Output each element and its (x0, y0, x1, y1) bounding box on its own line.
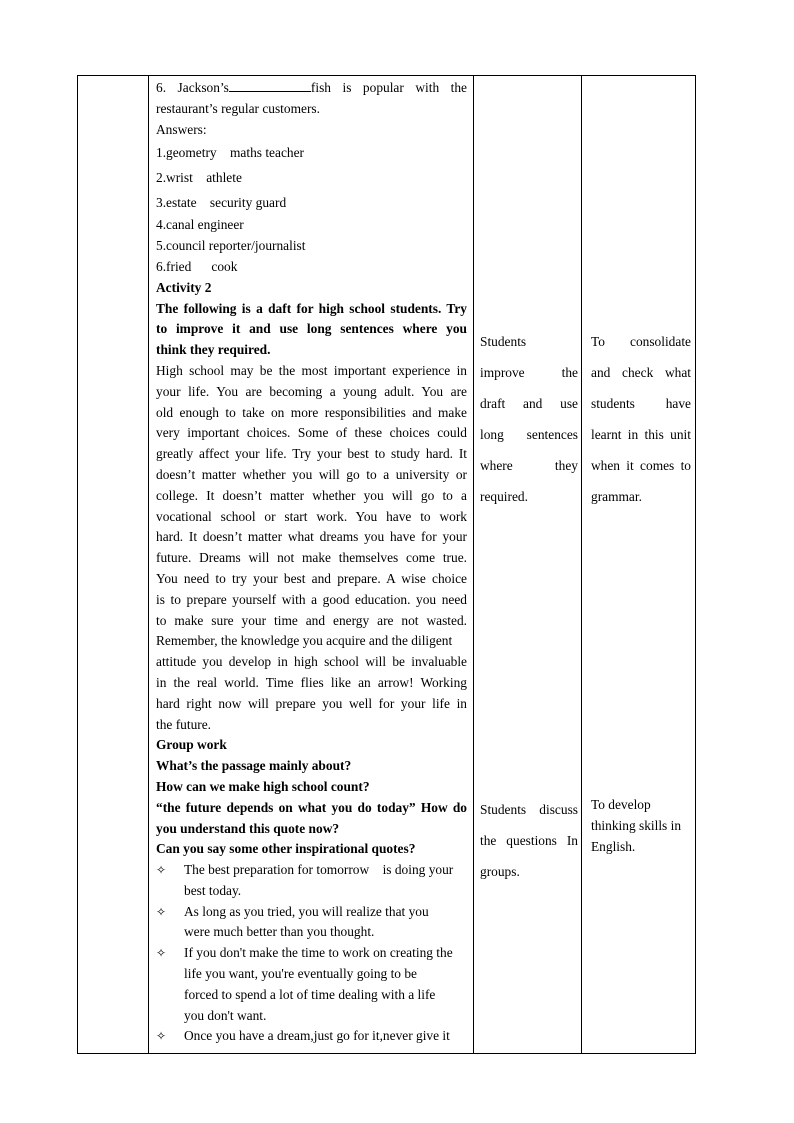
diamond-bullet-icon: ✧ (156, 1029, 167, 1044)
passage-line: to make sure your time and energy are not wasted. (156, 612, 467, 628)
text-line: draft and use (480, 396, 578, 411)
quote-line: As long as you tried, you will realize that you (184, 903, 429, 919)
activity-2-purpose (591, 326, 691, 512)
text-line: students have (591, 396, 691, 411)
group-work-student-task (480, 794, 578, 887)
content-column (149, 76, 474, 1053)
diamond-bullet-icon: ✧ (156, 904, 167, 919)
quote-item (156, 1026, 467, 1047)
diamond-bullet-icon: ✧ (156, 863, 167, 878)
passage-line: attitude you develop in high school will be invaluable (156, 654, 467, 670)
quote-line: you don't want. (184, 1007, 267, 1023)
group-work-heading: Group work (156, 737, 227, 753)
answers-label: Answers: (156, 121, 207, 137)
lesson-plan-table (77, 75, 696, 1054)
text-line: To consolidate (591, 334, 691, 349)
text-line: To develop (591, 797, 651, 812)
text-line: long sentences (480, 427, 578, 442)
passage-line: Remember, the knowledge you acquire and the diligent (156, 633, 453, 649)
passage-line: vocational school or start work. You have to work (156, 508, 467, 524)
answer-item: 5.council reporter/journalist (156, 238, 306, 254)
text-line: where they (480, 458, 578, 473)
quote-line: Once you have a dream,just go for it,never give it (184, 1028, 450, 1044)
quote-item (156, 943, 467, 1026)
passage-line: greatly affect your life. Try your best to study hard. It (156, 446, 467, 462)
answer-item: 3.estate security guard (156, 195, 287, 211)
answer-blank (229, 80, 311, 92)
discussion-question: “the future depends on what you do today” How do (156, 799, 467, 815)
answer-item: 1.geometry maths teacher (156, 145, 304, 161)
quote-item (156, 902, 467, 944)
passage-line: very important choices. Some of these choices could (156, 425, 467, 441)
text-line: learnt in this unit (591, 427, 691, 442)
text-line: Students (480, 334, 527, 349)
purpose-column (582, 76, 696, 1053)
text-line: the questions In (480, 833, 578, 848)
passage-line: is to prepare yourself with a good education. you need (156, 591, 467, 607)
quote-line: were much better than you thought. (184, 924, 375, 940)
discussion-question: you understand this quote now? (156, 820, 340, 836)
activity-2-heading: Activity 2 (156, 279, 212, 295)
instruction-line: think they required. (156, 342, 271, 358)
text-line: English. (591, 839, 636, 854)
step-column (78, 76, 148, 1053)
quote-line: If you don't make the time to work on creating the (184, 945, 453, 961)
discussion-question: How can we make high school count? (156, 778, 370, 794)
instruction-line: The following is a daft for high school students. Try (156, 300, 467, 316)
answer-item: 4.canal engineer (156, 217, 244, 233)
passage-line: the future. (156, 716, 212, 732)
answer-item: 2.wrist athlete (156, 170, 242, 186)
passage-line: You need to try your best and prepare. A wise choice (156, 570, 467, 586)
diamond-bullet-icon: ✧ (156, 946, 167, 961)
quote-line: The best preparation for tomorrow is doing your (184, 862, 454, 878)
activity-2-student-task (480, 326, 578, 512)
question-6-line2: restaurant’s regular customers. (156, 100, 320, 116)
quote-line: best today. (184, 882, 242, 898)
question-6: 6. Jackson’s fish is popular with the (156, 80, 468, 95)
quote-line: forced to spend a lot of time dealing with a life (184, 986, 436, 1002)
quote-item (156, 860, 467, 902)
text-line: required. (480, 489, 528, 504)
text-line: grammar. (591, 489, 642, 504)
passage-line: High school may be the most important experience in (156, 362, 467, 378)
group-work-purpose (591, 794, 691, 857)
passage-line: college. It doesn’t matter whether you will go to a (156, 487, 467, 503)
passage-line: future. Dreams will not make themselves come true. (156, 550, 467, 566)
passage-line: hard right now will prepare you well for your life in (156, 695, 467, 711)
text-line: when it comes to (591, 458, 691, 473)
text-line: and check what (591, 365, 691, 380)
passage-line: hard. It doesn’t matter what dreams you have for your (156, 529, 467, 545)
passage-line: doesn’t matter whether you will go to a university or (156, 466, 467, 482)
quote-line: life you want, you're eventually going to be (184, 966, 417, 982)
passage-line: your life. You are becoming a young adult. You are (156, 383, 467, 399)
answer-item: 6.fried cook (156, 258, 238, 274)
student-activity-column (474, 76, 582, 1053)
text-line: Students discuss (480, 802, 578, 817)
instruction-line: to improve it and use long sentences where you (156, 321, 467, 337)
passage-line: in the real world. Time flies like an arrow! Working (156, 674, 467, 690)
text-line: groups. (480, 864, 520, 879)
discussion-question: What’s the passage mainly about? (156, 758, 352, 774)
discussion-question: Can you say some other inspirational quotes? (156, 841, 416, 857)
text-line: thinking skills in (591, 818, 682, 833)
text-line: improve the (480, 365, 578, 380)
passage-line: old enough to take on more responsibilities and make (156, 404, 467, 420)
